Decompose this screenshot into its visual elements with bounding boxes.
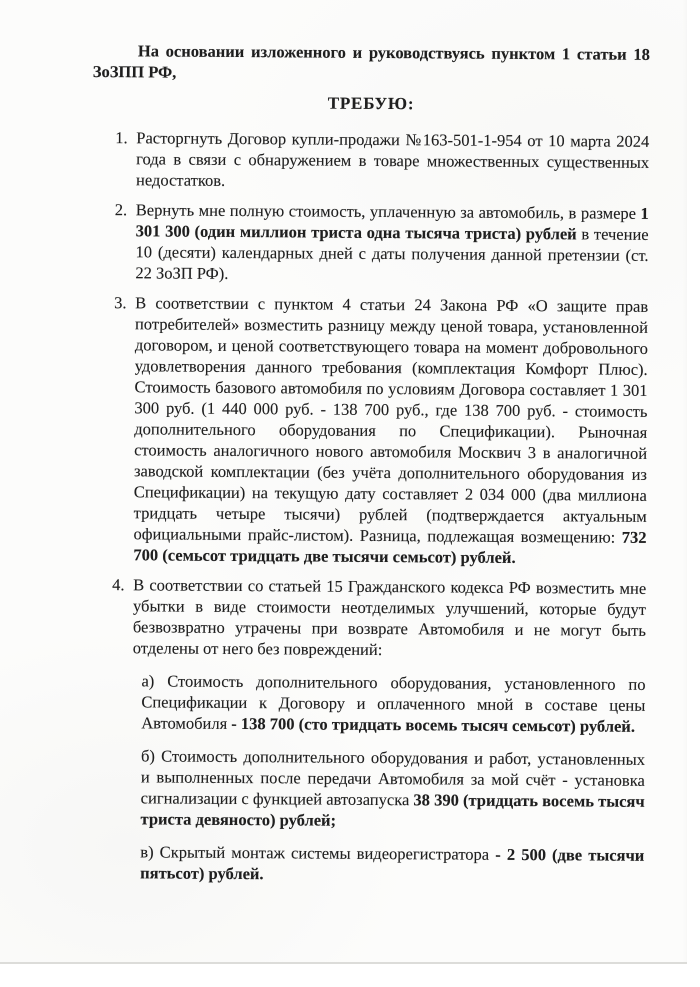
body-text: В соответствии с пунктом 4 статьи 24 Закона РФ «О защите прав потребителей» возместить разницу между ценой товара, установленной договором, и ценой соответствующего товара на момент добровольного удовлетворения данного требования (комплектация Комфорт Плюс). Стоимость базового автомобиля по условиям Договора составляет 1 301 300 руб. (1 440 000 руб. - 138 700 руб., где 138 700 руб. - стоимость дополнительного оборудования по Спецификации). Рыночная стоимость аналогичного нового автомобиля Москвич 3 в аналогичной заводской комплектации (без учёта дополнительного оборудования из Спецификации) на текущую дату составляет 2 034 000 (два миллиона тридцать четыре тысячи) рублей (подтверждается актуальным официальными прайс-листом). Разница, подлежащая возмещению: <box>133 293 649 547</box>
body-text: Стоимость дополнительного оборудования, установленного по Спецификации к Договору и оплаченного мной в составе цены Автомобиля <box>141 671 646 733</box>
sub-demands-list <box>140 670 645 887</box>
body-text: В соответствии со статьей 15 Гражданского кодекса РФ возместить мне убытки в виде стоимости неотделимых улучшений, которые будут безвозвратно утрачены при возврате Автомобиля и не могут быть отделены от него без повреждений: <box>132 575 647 660</box>
amount-bold-text: - 138 700 (сто тридцать восемь тысяч семьсот) рублей. <box>231 713 636 736</box>
demand-heading: ТРЕБУЮ: <box>327 93 415 114</box>
intro-paragraph: На основании изложенного и руководствуясь пунктом 1 статьи 18 ЗоЗПП РФ, <box>92 41 650 82</box>
item-number: 2. <box>114 200 128 220</box>
amount-bold-text: 38 390 (тридцать восемь тысяч триста девяносто) рублей; <box>140 790 645 830</box>
subitem-letter: в) <box>140 842 160 862</box>
body-text: в течение 10 (десяти) календарных дней с даты получения данной претензии (ст. 22 ЗоЗП РФ). <box>135 224 649 283</box>
demand-item <box>114 199 649 287</box>
amount-bold-text: 1 301 300 (один миллион триста одна тысяча триста) рублей <box>135 203 649 244</box>
demand-item <box>114 292 649 569</box>
item-number: 3. <box>114 293 127 313</box>
amount-bold-text: 732 700 (семьсот тридцать две тысячи семьсот) рублей. <box>133 527 647 567</box>
amount-bold-text: - 2 500 (две тысячи пятьсот) рублей. <box>140 844 645 884</box>
subitem-letter: б) <box>140 746 162 766</box>
demand-item <box>115 127 650 194</box>
subitem-letter: а) <box>141 671 168 691</box>
body-text: Стоимость дополнительного оборудования и работ, установленных и выполненных после передачи Автомобиля за мой счёт - установка сигнализации с функцией автозапуска <box>140 746 646 810</box>
item-number: 1. <box>115 128 128 148</box>
page-bottom-edge <box>0 964 700 987</box>
body-text: Скрытый монтаж системы видеорегистратора <box>159 842 496 864</box>
demands-list <box>89 127 650 662</box>
sub-demand-item <box>140 841 644 887</box>
demand-item <box>112 574 647 662</box>
document-content <box>87 40 650 899</box>
item-number: 4. <box>112 575 125 595</box>
sub-demand-item <box>140 745 645 833</box>
sub-demand-item <box>141 670 645 737</box>
body-text: Расторгнуть Договор купли-продажи №163-501-1-954 от 10 марта 2024 года в связи с обнаружением в товаре множественных существенных недостатков. <box>135 128 650 190</box>
body-text: Вернуть мне полную стоимость, уплаченную за автомобиль, в размере <box>135 200 641 223</box>
